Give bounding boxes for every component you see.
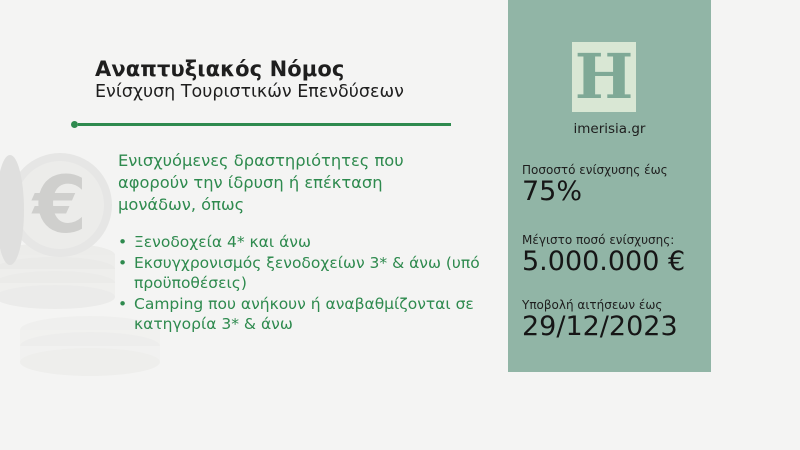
activity-list: [118, 232, 488, 335]
logo-letter: H: [574, 40, 634, 113]
stat-value-max-amount: 5.000.000 €: [522, 246, 686, 277]
logo-name: imerisia.gr: [573, 121, 646, 137]
list-item: [118, 253, 488, 294]
stat-value-rate: 75%: [522, 176, 583, 207]
list-item: [118, 294, 488, 335]
stat-value-deadline: 29/12/2023: [522, 311, 678, 342]
divider-line: [78, 123, 451, 126]
list-item: [118, 232, 488, 253]
stat-label-rate: Ποσοστό ενίσχυσης έως: [522, 163, 668, 177]
euro-coin-symbol: €: [32, 161, 88, 251]
bullet-icon: •: [118, 233, 128, 251]
bullet-icon: •: [118, 294, 128, 313]
divider-dot: [71, 121, 78, 128]
list-item-text: Camping που ανήκουν ή αναβαθμίζονται σε κατηγορία 3* & άνω: [134, 294, 474, 333]
imerisia-logo: [572, 42, 636, 112]
page-title: Αναπτυξιακός Νόμος: [95, 57, 345, 81]
stat-label-max-amount: Μέγιστο ποσό ενίσχυσης:: [522, 233, 675, 247]
intro-text: Ενισχυόμενες δραστηριότητες που αφορούν την ίδρυση ή επέκταση μονάδων, όπως: [118, 151, 404, 214]
list-item-text: Εκσυγχρονισμός ξενοδοχείων 3* & άνω (υπό προϋποθέσεις): [134, 253, 480, 292]
bullet-icon: •: [118, 253, 128, 272]
list-item-text: Ξενοδοχεία 4* και άνω: [134, 233, 311, 251]
stat-label-deadline: Υποβολή αιτήσεων έως: [522, 298, 663, 312]
page-subtitle: Ενίσχυση Τουριστικών Επενδύσεων: [95, 82, 404, 102]
